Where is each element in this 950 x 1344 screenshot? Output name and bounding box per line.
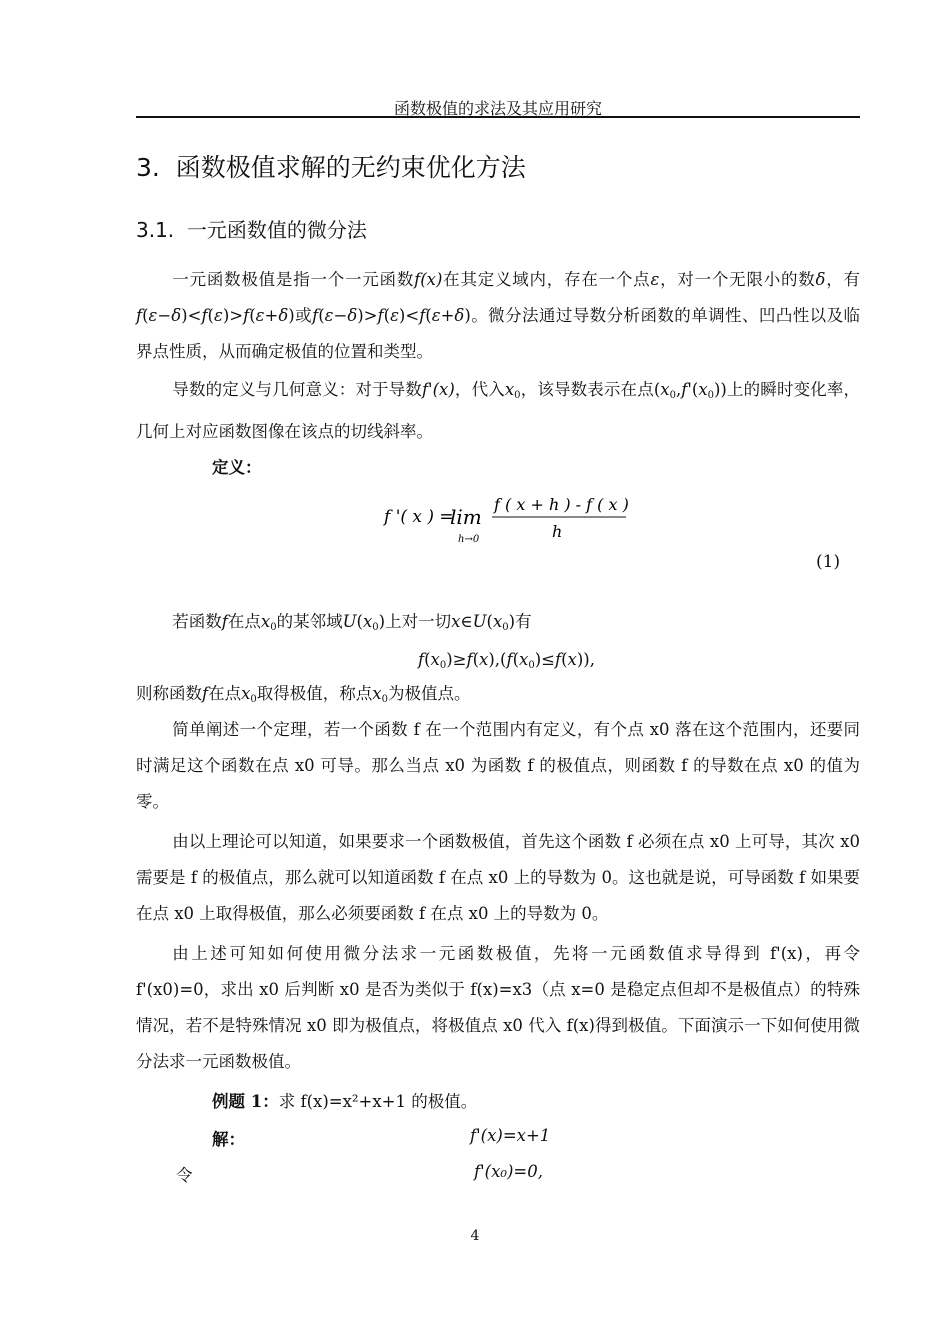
section-title: 函数极值求解的无约束优化方法 <box>175 153 526 182</box>
running-header: 函数极值的求法及其应用研究 <box>393 99 602 118</box>
formula-numerator: f ( x + h ) - f ( x ) <box>494 495 629 514</box>
subsection-heading <box>136 214 367 243</box>
let-label: 令 <box>176 1166 193 1185</box>
formula-lhs: f '( x ) = <box>384 507 454 527</box>
formula-svg <box>380 492 640 552</box>
formula-limit-cond: h→0 <box>458 534 480 545</box>
subsection-title: 一元函数值的微分法 <box>186 218 367 242</box>
formula-lim: lim <box>450 505 482 529</box>
paragraph-definition: 一元函数极值是指一个一元函数f(x)在其定义域内，存在一个点ε，对一个无限小的数δ，有f(ε−δ)<f(ε)>f(ε+δ)或f(ε−δ)>f(ε)<f(ε+δ)。微分法通过导数分析函数的单调性、凹凸性以及临界点性质，从而确定极值的位置和类型。 <box>136 270 861 361</box>
example-text: 求 f(x)=x²+x+1 的极值。 <box>278 1092 478 1111</box>
formula-denominator: h <box>552 522 563 541</box>
inequality-expression: $f(x_0)\ge f(x),(f(x_0)\le f(x))$, <box>418 650 595 671</box>
subsection-number: 3.1. <box>136 218 175 242</box>
derivative-formula <box>380 492 640 557</box>
paragraph-extremum-conclusion: 则称函数f在点$x_0$取得极值，称点$x_0$为极值点。 <box>136 684 471 705</box>
paragraph-method: 由上述可知如何使用微分法求一元函数极值，先将一元函数值求导得到 f'(x)，再令 f'(x0)=0，求出 x0 后判断 x0 是否为类似于 f(x)=x3（点 x=0 是稳定点但却不是极值点）的特殊情况，若不是特殊情况 x0 即为极值点，将极值点 x0 代入 f(x)得到极值。下面演示一下如何使用微分法求一元函数极值。 <box>136 944 860 1071</box>
paragraph-derivative-meaning: 导数的定义与几何意义：对于导数f'(x)，代入$x_0$，该导数表示在点$(x_0,f'(x_0))$上的瞬时变化率，几何上对应函数图像在该点的切线斜率。 <box>136 380 861 441</box>
header-divider <box>136 116 860 118</box>
solution-expression: f'(x)=x+1 <box>470 1126 551 1145</box>
paragraph-extremum-condition: 若函数f在点$x_0$的某邻域$U(x_0)$上对一切$x\in U(x_0)$有 <box>172 612 532 633</box>
paragraph-theory-summary: 由以上理论可以知道，如果要求一个函数极值，首先这个函数 f 必须在点 x0 上可导，其次 x0 需要是 f 的极值点，那么就可以知道函数 f 在点 x0 上的导数为 0。这也就是说，可导函数 f 如果要在点 x0 上取得极值，那么必须要函数 f 在点 x0 上的导数为 0。 <box>136 832 860 923</box>
equation-number: (1) <box>816 552 841 572</box>
paragraph-theorem: 简单阐述一个定理，若一个函数 f 在一个范围内有定义，有个点 x0 落在这个范围内，还要同时满足这个函数在点 x0 可导。那么当点 x0 为函数 f 的极值点，则函数 f 的导数在点 x0 的值为零。 <box>136 720 860 811</box>
definition-label: 定义： <box>212 458 262 477</box>
section-heading <box>136 148 526 184</box>
example-label: 例题 1： <box>212 1092 279 1111</box>
example-line <box>212 1088 477 1112</box>
page-number: 4 <box>470 1228 480 1244</box>
solution-label: 解： <box>212 1130 245 1149</box>
section-number: 3. <box>136 153 160 182</box>
let-expression: f'(x₀)=0, <box>474 1162 544 1181</box>
